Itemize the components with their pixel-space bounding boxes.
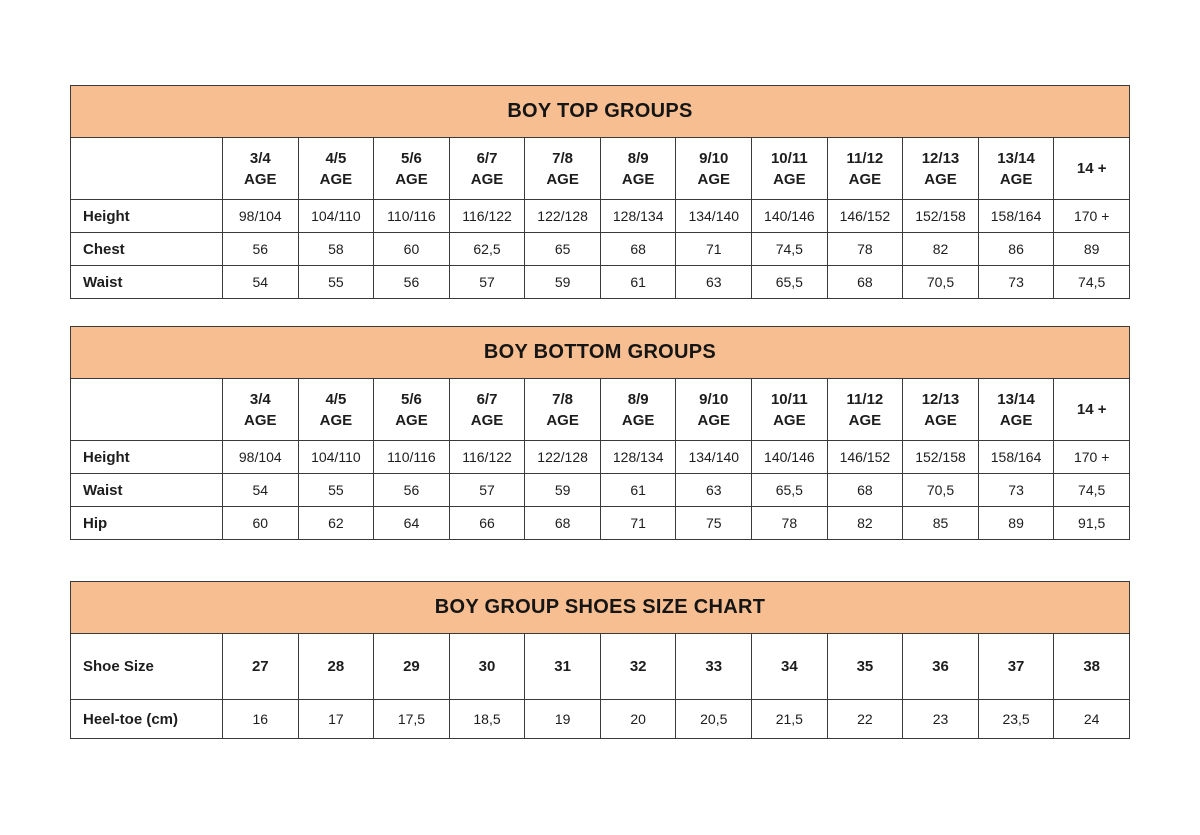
table-row — [71, 200, 1130, 233]
age-header-line: AGE — [319, 411, 353, 429]
age-header-cell — [978, 138, 1054, 200]
value-cell: 82 — [903, 233, 979, 266]
value-cell: 38 — [1054, 634, 1130, 700]
table-row — [71, 474, 1130, 507]
value-cell: 85 — [903, 507, 979, 540]
age-header-line: AGE — [621, 170, 655, 188]
value-cell: 73 — [978, 266, 1054, 299]
table-title-row — [71, 327, 1130, 379]
table-row — [71, 507, 1130, 540]
age-header-line: 9/10 — [699, 149, 729, 167]
age-header-line: 4/5 — [325, 149, 347, 167]
value-cell: 27 — [223, 634, 299, 700]
boy-bottom-groups-title: BOY BOTTOM GROUPS — [71, 327, 1130, 379]
value-cell: 75 — [676, 507, 752, 540]
value-cell: 59 — [525, 266, 601, 299]
value-cell: 98/104 — [223, 441, 299, 474]
value-cell: 91,5 — [1054, 507, 1130, 540]
value-cell: 78 — [752, 507, 828, 540]
value-cell: 61 — [600, 266, 676, 299]
value-cell: 152/158 — [903, 200, 979, 233]
row-label-cell: Heel-toe (cm) — [71, 700, 223, 739]
age-header-line: 10/11 — [770, 149, 808, 167]
value-cell: 54 — [223, 474, 299, 507]
value-cell: 140/146 — [752, 441, 828, 474]
value-cell: 68 — [600, 233, 676, 266]
age-header-cell — [374, 138, 450, 200]
age-header-line: AGE — [773, 411, 806, 429]
value-cell: 98/104 — [223, 200, 299, 233]
value-cell: 32 — [600, 634, 676, 700]
value-cell: 37 — [978, 634, 1054, 700]
value-cell: 104/110 — [298, 200, 374, 233]
value-cell: 122/128 — [525, 200, 601, 233]
value-cell: 73 — [978, 474, 1054, 507]
value-cell: 70,5 — [903, 474, 979, 507]
value-cell: 134/140 — [676, 441, 752, 474]
value-cell: 31 — [525, 634, 601, 700]
age-header-cell — [374, 379, 450, 441]
value-cell: 68 — [827, 266, 903, 299]
value-cell: 62,5 — [449, 233, 525, 266]
row-label-cell: Waist — [71, 474, 223, 507]
age-header-cell — [827, 138, 903, 200]
table-title-row — [71, 86, 1130, 138]
value-cell: 21,5 — [752, 700, 828, 739]
value-cell: 63 — [676, 266, 752, 299]
age-header-cell — [1054, 379, 1130, 441]
age-header-line: 7/8 — [552, 149, 574, 167]
age-header-line: AGE — [697, 411, 731, 429]
value-cell: 140/146 — [752, 200, 828, 233]
age-header-line: AGE — [848, 411, 882, 429]
age-header-line: AGE — [395, 170, 428, 188]
row-label-cell: Waist — [71, 266, 223, 299]
value-cell: 17 — [298, 700, 374, 739]
age-header-cell — [525, 379, 601, 441]
age-header-cell — [827, 379, 903, 441]
value-cell: 29 — [374, 634, 450, 700]
age-header-cell — [600, 138, 676, 200]
row-label-cell: Chest — [71, 233, 223, 266]
age-header-line: AGE — [848, 170, 882, 188]
table-row — [71, 233, 1130, 266]
age-header-line: 4/5 — [325, 390, 347, 408]
value-cell: 19 — [525, 700, 601, 739]
corner-cell — [71, 138, 223, 200]
value-cell: 146/152 — [827, 200, 903, 233]
value-cell: 110/116 — [374, 200, 450, 233]
age-header-line: 11/12 — [846, 149, 884, 167]
age-header-line: 12/13 — [921, 390, 960, 408]
value-cell: 70,5 — [903, 266, 979, 299]
age-header-cell — [903, 138, 979, 200]
value-cell: 55 — [298, 474, 374, 507]
age-header-cell — [903, 379, 979, 441]
value-cell: 68 — [827, 474, 903, 507]
boy-top-groups-title: BOY TOP GROUPS — [71, 86, 1130, 138]
age-header-cell — [298, 138, 374, 200]
value-cell: 57 — [449, 266, 525, 299]
value-cell: 56 — [223, 233, 299, 266]
age-header-line: AGE — [470, 170, 504, 188]
row-label-cell: Height — [71, 441, 223, 474]
value-cell: 78 — [827, 233, 903, 266]
value-cell: 35 — [827, 634, 903, 700]
value-cell: 57 — [449, 474, 525, 507]
age-header-cell — [752, 379, 828, 441]
value-cell: 71 — [600, 507, 676, 540]
table-row — [71, 634, 1130, 700]
age-header-line: AGE — [395, 411, 428, 429]
value-cell: 20 — [600, 700, 676, 739]
age-header-line: 8/9 — [627, 149, 649, 167]
table-row — [71, 266, 1130, 299]
age-header-line: 14 + — [1076, 401, 1107, 418]
age-header-cell — [525, 138, 601, 200]
value-cell: 60 — [223, 507, 299, 540]
age-header-line: 14 + — [1076, 160, 1107, 177]
age-header-cell — [676, 379, 752, 441]
value-cell: 134/140 — [676, 200, 752, 233]
age-header-row — [71, 138, 1130, 200]
value-cell: 66 — [449, 507, 525, 540]
size-charts-container — [70, 85, 1130, 739]
value-cell: 30 — [449, 634, 525, 700]
age-header-line: AGE — [999, 170, 1033, 188]
value-cell: 61 — [600, 474, 676, 507]
value-cell: 59 — [525, 474, 601, 507]
value-cell: 158/164 — [978, 441, 1054, 474]
value-cell: 122/128 — [525, 441, 601, 474]
boy-shoes-size-table — [70, 581, 1130, 739]
age-header-line: AGE — [470, 411, 504, 429]
table-row — [71, 441, 1130, 474]
value-cell: 20,5 — [676, 700, 752, 739]
age-header-line: 3/4 — [249, 149, 271, 167]
age-header-line: 9/10 — [699, 390, 729, 408]
value-cell: 110/116 — [374, 441, 450, 474]
age-header-line: 5/6 — [401, 390, 422, 408]
row-label-cell: Height — [71, 200, 223, 233]
value-cell: 65,5 — [752, 266, 828, 299]
age-header-line: AGE — [924, 411, 957, 429]
value-cell: 28 — [298, 634, 374, 700]
age-header-cell — [223, 138, 299, 200]
table-row — [71, 700, 1130, 739]
value-cell: 65 — [525, 233, 601, 266]
age-header-cell — [1054, 138, 1130, 200]
value-cell: 158/164 — [978, 200, 1054, 233]
value-cell: 116/122 — [449, 441, 525, 474]
value-cell: 23 — [903, 700, 979, 739]
age-header-line: AGE — [697, 170, 731, 188]
age-header-cell — [676, 138, 752, 200]
value-cell: 63 — [676, 474, 752, 507]
age-header-line: AGE — [773, 170, 806, 188]
value-cell: 22 — [827, 700, 903, 739]
value-cell: 64 — [374, 507, 450, 540]
row-label-cell: Hip — [71, 507, 223, 540]
value-cell: 55 — [298, 266, 374, 299]
value-cell: 146/152 — [827, 441, 903, 474]
age-header-line: AGE — [999, 411, 1033, 429]
age-header-line: 6/7 — [476, 149, 498, 167]
value-cell: 24 — [1054, 700, 1130, 739]
age-header-cell — [978, 379, 1054, 441]
age-header-line: AGE — [319, 170, 353, 188]
age-header-line: 7/8 — [552, 390, 574, 408]
value-cell: 36 — [903, 634, 979, 700]
corner-cell — [71, 379, 223, 441]
value-cell: 170 + — [1054, 200, 1130, 233]
age-header-line: AGE — [244, 170, 277, 188]
value-cell: 74,5 — [752, 233, 828, 266]
table-title-row — [71, 582, 1130, 634]
age-header-cell — [298, 379, 374, 441]
value-cell: 152/158 — [903, 441, 979, 474]
age-header-line: 5/6 — [401, 149, 422, 167]
age-header-line: AGE — [621, 411, 655, 429]
age-header-line: AGE — [546, 170, 579, 188]
value-cell: 116/122 — [449, 200, 525, 233]
value-cell: 104/110 — [298, 441, 374, 474]
value-cell: 62 — [298, 507, 374, 540]
age-header-line: 13/14 — [997, 149, 1035, 167]
age-header-cell — [600, 379, 676, 441]
age-header-line: 13/14 — [997, 390, 1035, 408]
age-header-line: AGE — [546, 411, 579, 429]
age-header-line: AGE — [924, 170, 957, 188]
value-cell: 74,5 — [1054, 474, 1130, 507]
value-cell: 65,5 — [752, 474, 828, 507]
value-cell: 82 — [827, 507, 903, 540]
value-cell: 89 — [978, 507, 1054, 540]
value-cell: 56 — [374, 474, 450, 507]
value-cell: 34 — [752, 634, 828, 700]
value-cell: 58 — [298, 233, 374, 266]
value-cell: 89 — [1054, 233, 1130, 266]
value-cell: 17,5 — [374, 700, 450, 739]
value-cell: 128/134 — [600, 200, 676, 233]
age-header-line: 12/13 — [921, 149, 960, 167]
value-cell: 60 — [374, 233, 450, 266]
value-cell: 71 — [676, 233, 752, 266]
value-cell: 16 — [223, 700, 299, 739]
age-header-line: 6/7 — [476, 390, 498, 408]
age-header-line: AGE — [244, 411, 277, 429]
value-cell: 68 — [525, 507, 601, 540]
value-cell: 128/134 — [600, 441, 676, 474]
age-header-line: 8/9 — [627, 390, 649, 408]
value-cell: 54 — [223, 266, 299, 299]
value-cell: 170 + — [1054, 441, 1130, 474]
age-header-line: 11/12 — [846, 390, 884, 408]
row-label-cell: Shoe Size — [71, 634, 223, 700]
age-header-row — [71, 379, 1130, 441]
value-cell: 86 — [978, 233, 1054, 266]
age-header-line: 3/4 — [249, 390, 271, 408]
boy-group-shoes-size-chart-title: BOY GROUP SHOES SIZE CHART — [71, 582, 1130, 634]
age-header-cell — [449, 379, 525, 441]
age-header-cell — [752, 138, 828, 200]
boy-bottom-groups-table — [70, 326, 1130, 540]
value-cell: 23,5 — [978, 700, 1054, 739]
value-cell: 56 — [374, 266, 450, 299]
boy-top-groups-table — [70, 85, 1130, 299]
age-header-cell — [449, 138, 525, 200]
age-header-cell — [223, 379, 299, 441]
value-cell: 33 — [676, 634, 752, 700]
value-cell: 18,5 — [449, 700, 525, 739]
age-header-line: 10/11 — [770, 390, 808, 408]
value-cell: 74,5 — [1054, 266, 1130, 299]
